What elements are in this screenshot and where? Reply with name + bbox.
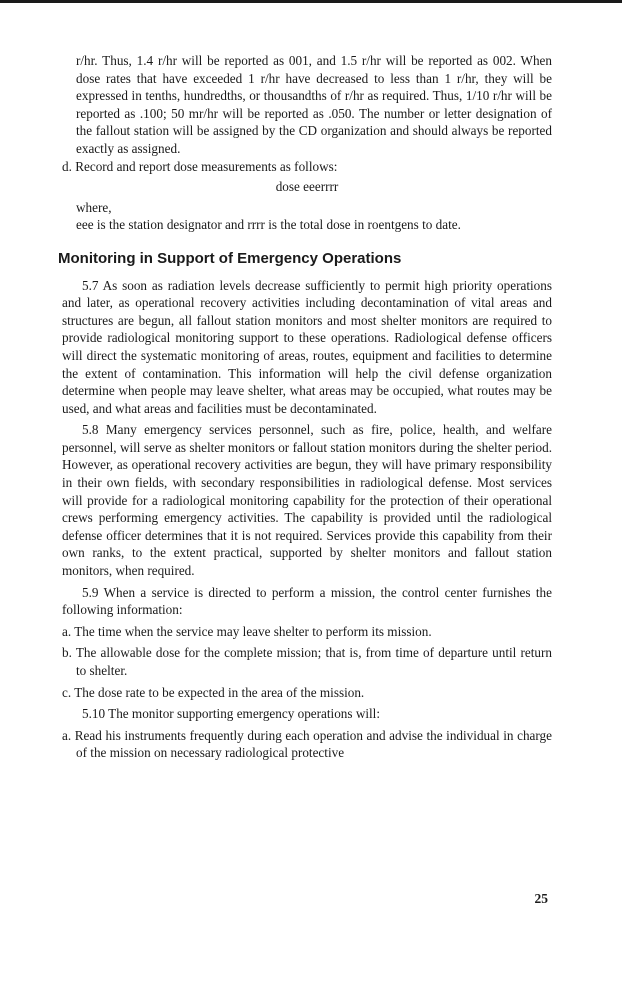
where-label: where,	[76, 199, 112, 215]
list-item-5-10-a-text: Read his instruments frequently during each operation and advise the individual in charge of the mission on necessary radiological protective	[74, 727, 552, 761]
list-item-b-text: The allowable dose for the complete mission; that is, from time of departure until return to shelter.	[75, 645, 553, 678]
list-item-5-10-a	[62, 727, 552, 762]
page-number: 25	[534, 891, 548, 906]
list-item-d-label: d.	[62, 158, 72, 174]
intro-continuation: r/hr. Thus, 1.4 r/hr will be reported as 001, and 1.5 r/hr will be reported as 002. When dose rates that have exceeded 1 r/hr have decreased to less than 1 r/hr, they will be expressed in tenths, hundredths, or thousandths of r/hr as required. Thus, 1/10 r/hr will be reported as .100; 50 mr/hr will be reported as .050. The number or letter designation of the fallout station will be assigned by the CD organization and should always be reported exactly as assigned.	[76, 53, 552, 156]
list-item-d	[62, 158, 552, 176]
top-rule	[0, 0, 622, 3]
section-heading: Monitoring in Support of Emergency Operations	[58, 249, 402, 267]
list-item-5-10-a-label: a.	[62, 727, 72, 743]
formula-explanation: eee is the station designator and rrrr is the total dose in roentgens to date.	[76, 217, 461, 233]
list-item-a-label: a.	[62, 623, 72, 639]
list-item-a-text: The time when the service may leave shelter to perform its mission.	[74, 623, 432, 639]
list-item-b-label: b.	[62, 645, 72, 661]
list-item-c	[62, 684, 552, 702]
document-page	[58, 52, 553, 762]
dose-formula: dose eeerrrr	[275, 179, 339, 195]
paragraph-5-7: 5.7 As soon as radiation levels decrease sufficiently to permit high priority operations and later, as operational recovery activities including decontamination of vital areas and structures are begun, all fallout station monitors and most shelter monitors are required to provide radiological monitoring support to these operations. Radiological defense officers will direct the systematic monitoring of areas, routes, equipment and facilities to determine the extent of contamination. This information will help the civil defense organization determine when people may leave shelter, what areas may be occupied, what routes may be used, and what areas and facilities must be decontaminated.	[62, 277, 552, 416]
list-item-d-text: Record and report dose measurements as follows:	[75, 158, 338, 174]
paragraph-5-9: 5.9 When a service is directed to perform a mission, the control center furnishes the following information:	[62, 584, 552, 618]
list-item-b	[62, 644, 552, 679]
paragraph-5-8: 5.8 Many emergency services personnel, such as fire, police, health, and welfare personnel, will serve as shelter monitors or fallout station monitors during the shelter period. However, as operational recovery activities are begun, they will have primary responsibility in their own fields, with secondary responsibilities in radiological defense. Most services will provide for a radiological monitoring capability for the protection of their operational crews performing emergency activities. The capability is provided until the radiological defense officer determines that it is not required. Services provide this capability from their own ranks, to the extent practical, supported by shelter monitors and fallout station monitors, when required.	[62, 422, 552, 579]
list-item-c-label: c.	[62, 684, 72, 700]
list-item-c-text: The dose rate to be expected in the area of the mission.	[74, 684, 365, 700]
list-item-a	[62, 623, 552, 641]
paragraph-5-10: 5.10 The monitor supporting emergency operations will:	[82, 706, 381, 722]
